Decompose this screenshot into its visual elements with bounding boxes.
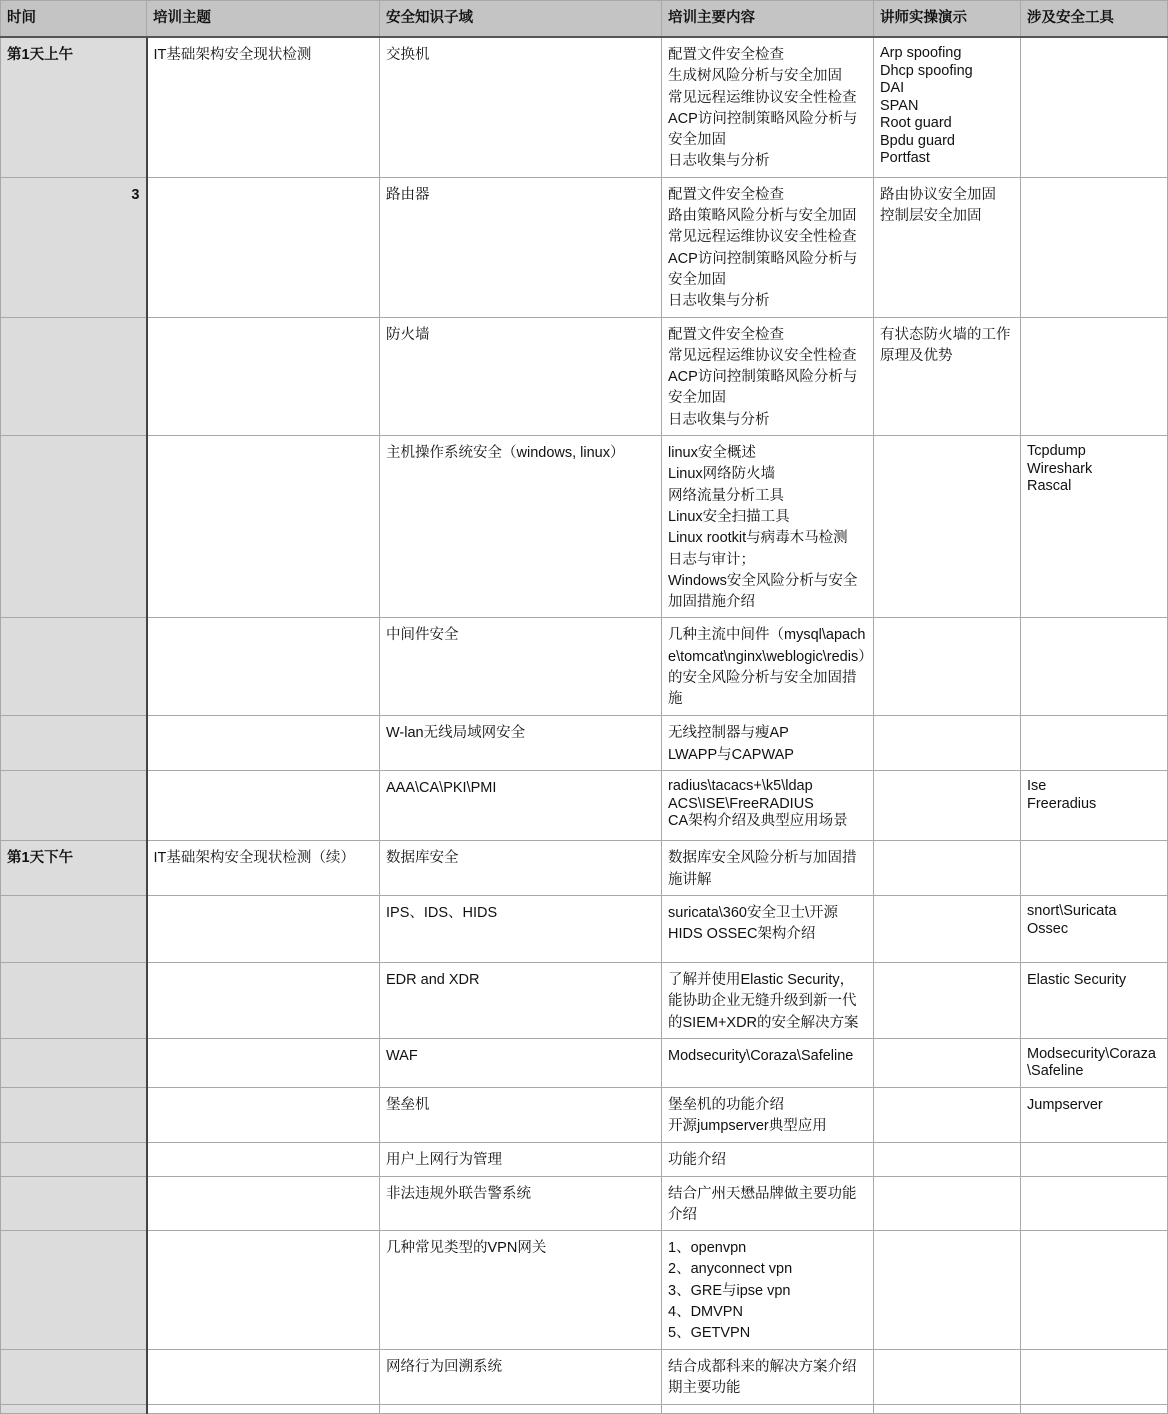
cell-content-line: 日志收集与分析 [668,293,770,310]
cell-demo[interactable] [874,841,1021,896]
table-row [1,963,1168,1039]
cell-time[interactable] [1,1038,147,1087]
cell-content[interactable] [662,771,874,841]
cell-demo[interactable] [874,1142,1021,1176]
cell-empty[interactable] [662,1404,874,1413]
cell-time[interactable] [1,1176,147,1231]
cell-domain[interactable]: IPS、IDS、HIDS [380,896,662,963]
cell-tools[interactable] [1021,317,1168,435]
cell-time[interactable] [1,771,147,841]
cell-content-line: 日志收集与分析 [668,411,770,428]
cell-time[interactable] [1,618,147,716]
cell-content[interactable] [662,177,874,317]
cell-content-line: 路由策略风险分析与安全加固 [668,208,857,225]
cell-topic[interactable] [147,1231,380,1350]
cell-content-line: radius\tacacs+\k5\ldap [668,778,813,795]
cell-topic[interactable]: IT基础架构安全现状检测 [147,37,380,177]
cell-content[interactable] [662,1176,874,1231]
cell-content-line: 配置文件安全检查 [668,186,784,203]
cell-domain[interactable]: EDR and XDR [380,963,662,1039]
cell-tools-line: snort\Suricata [1027,903,1117,920]
cell-content[interactable] [662,896,874,963]
cell-content-line: Windows安全风险分析与安全加固措施介绍 [668,572,858,611]
cell-content-line: 常见远程运维协议安全性检查 [668,347,857,364]
cell-tools-line: Modsecurity\Coraza\Safeline [1027,1045,1156,1080]
cell-content-line: 4、DMVPN [668,1303,743,1320]
cell-tools[interactable] [1021,1142,1168,1176]
cell-time[interactable] [1,436,147,618]
cell-content-line: 几种主流中间件（mysql\apache\tomcat\nginx\weblogic\redis）的安全风险分析与安全加固措施 [668,627,866,708]
table-row [1,177,1168,317]
cell-topic[interactable] [147,771,380,841]
table-row [1,1231,1168,1350]
cell-content[interactable] [662,618,874,716]
cell-tools[interactable] [1021,1176,1168,1231]
cell-tools[interactable] [1021,963,1168,1039]
cell-tools-line: Ossec [1027,920,1069,937]
cell-demo[interactable] [874,37,1021,177]
cell-content-line: 常见远程运维协议安全性检查 [668,89,857,106]
cell-domain[interactable]: 堡垒机 [380,1087,662,1142]
table-row [1,896,1168,963]
cell-domain[interactable]: 用户上网行为管理 [380,1142,662,1176]
header-row [1,1,1168,38]
cell-topic[interactable] [147,177,380,317]
cell-content[interactable] [662,37,874,177]
cell-domain[interactable]: 主机操作系统安全（windows, linux） [380,436,662,618]
cell-content[interactable] [662,1231,874,1350]
cell-content-line: 1、openvpn [668,1240,747,1257]
cell-domain[interactable]: AAA\CA\PKI\PMI [380,771,662,841]
cell-demo-line: SPAN [880,97,919,114]
cell-empty[interactable] [147,1404,380,1413]
cell-content-line: 功能介绍 [668,1151,726,1168]
cell-content-line: 配置文件安全检查 [668,47,784,63]
cell-tools-line: Freeradius [1027,795,1097,812]
cell-tools[interactable] [1021,1087,1168,1142]
cell-content-line: 结合成都科来的解决方案介绍期主要功能 [668,1359,857,1397]
cell-topic[interactable] [147,317,380,435]
cell-content[interactable] [662,317,874,435]
cell-demo-line: 有状态防火墙的工作原理及优势 [880,326,1011,364]
table-row [1,436,1168,618]
cell-demo[interactable] [874,963,1021,1039]
cell-demo[interactable] [874,317,1021,435]
cell-content-line: ACS\ISE\FreeRADIUS [668,795,814,812]
cell-time[interactable]: 第1天上午 [1,37,147,177]
cell-content-line: CA架构介绍及典型应用场景 [668,813,848,830]
cell-demo[interactable] [874,436,1021,618]
header-tools[interactable]: 涉及安全工具 [1021,1,1168,38]
cell-content-line: 堡垒机的功能介绍 [668,1096,784,1113]
cell-time[interactable] [1,716,147,771]
cell-content-line: 数据库安全风险分析与加固措施讲解 [668,850,857,888]
cell-tools-line: Ise [1027,778,1047,795]
cell-tools-line: Rascal [1027,478,1072,495]
cell-demo[interactable] [874,1087,1021,1142]
cell-demo[interactable] [874,896,1021,963]
cell-demo[interactable] [874,716,1021,771]
cell-tools-line: Tcpdump [1027,443,1086,460]
cell-content-line: ACP访问控制策略风险分析与安全加固 [668,369,858,407]
cell-topic[interactable] [147,1087,380,1142]
cell-content[interactable] [662,1038,874,1087]
cell-demo[interactable] [874,771,1021,841]
cell-content-line: 5、GETVPN [668,1325,751,1342]
cell-content-line: 2、anyconnect vpn [668,1261,793,1278]
cell-demo[interactable] [874,1350,1021,1405]
cell-tools[interactable] [1021,896,1168,963]
cell-tools[interactable] [1021,37,1168,177]
cell-demo[interactable] [874,177,1021,317]
cell-empty[interactable] [380,1404,662,1413]
cell-content-line: ACP访问控制策略风险分析与安全加固 [668,250,858,288]
cell-content-line: 常见远程运维协议安全性检查 [668,229,857,246]
cell-tools-line: Jumpserver [1027,1096,1103,1113]
cell-domain[interactable]: 路由器 [380,177,662,317]
cell-demo-line: 路由协议安全加固 [880,186,996,203]
cell-demo-line: DAI [880,80,905,96]
cell-empty[interactable] [1,1404,147,1413]
header-domain[interactable]: 安全知识子域 [380,1,662,38]
cell-tools[interactable] [1021,1350,1168,1405]
cell-topic[interactable]: IT基础架构安全现状检测（续） [147,841,380,896]
table-row [1,618,1168,716]
cell-topic[interactable] [147,618,380,716]
cell-content-line: 3、GRE与ipse vpn [668,1282,791,1299]
table-row [1,1142,1168,1176]
cell-topic[interactable] [147,1038,380,1087]
table-row [1,716,1168,771]
cell-content[interactable] [662,1142,874,1176]
cell-tools[interactable] [1021,1231,1168,1350]
cell-content-line: ACP访问控制策略风险分析与安全加固 [668,110,858,149]
cell-content-line: Linux网络防火墙 [668,466,776,483]
cell-time[interactable] [1,1142,147,1176]
cell-content-line: 结合广州天懋品牌做主要功能介绍 [668,1185,857,1223]
cell-content-line: 生成树风险分析与安全加固 [668,68,842,85]
cell-time[interactable] [1,896,147,963]
cell-topic[interactable] [147,896,380,963]
cell-content-line: 无线控制器与瘦AP [668,725,789,742]
cell-content-line: 网络流量分析工具 [668,487,784,504]
cell-empty[interactable] [1021,1404,1168,1413]
cell-time[interactable]: 3 [1,177,147,317]
cell-content-line: linux安全概述 [668,445,756,462]
cell-content-line: Linux安全扫描工具 [668,508,790,525]
cell-content[interactable] [662,1350,874,1405]
cell-domain[interactable]: 防火墙 [380,317,662,435]
cell-domain[interactable]: 网络行为回溯系统 [380,1350,662,1405]
table-row [1,1176,1168,1231]
header-demo[interactable]: 讲师实操演示 [874,1,1021,38]
cell-content-line: 了解并使用Elastic Security，能协助企业无缝升级到新一代的SIEM+XDR的安全解决方案 [668,972,859,1031]
header-topic[interactable]: 培训主题 [147,1,380,38]
cell-content-line: HIDS OSSEC架构介绍 [668,926,816,943]
cell-content[interactable] [662,841,874,896]
table-row [1,841,1168,896]
cell-content[interactable] [662,963,874,1039]
cell-domain[interactable]: 数据库安全 [380,841,662,896]
cell-tools[interactable] [1021,618,1168,716]
cell-domain[interactable]: W-lan无线局域网安全 [380,716,662,771]
cell-topic[interactable] [147,716,380,771]
cell-tools[interactable] [1021,841,1168,896]
cell-content-line: LWAPP与CAPWAP [668,746,794,763]
cell-topic[interactable] [147,1142,380,1176]
cell-content-line: Linux rootkit与病毒木马检测 [668,530,848,547]
cell-time[interactable] [1,1087,147,1142]
cell-content[interactable] [662,1087,874,1142]
cell-topic[interactable] [147,436,380,618]
cell-demo[interactable] [874,618,1021,716]
cell-topic[interactable] [147,963,380,1039]
cell-empty[interactable] [874,1404,1021,1413]
cell-topic[interactable] [147,1176,380,1231]
cell-demo[interactable] [874,1231,1021,1350]
cell-demo[interactable] [874,1038,1021,1087]
table-row [1,1350,1168,1405]
cell-content[interactable] [662,716,874,771]
header-content[interactable]: 培训主要内容 [662,1,874,38]
cell-content-line: suricata\360安全卫士\开源 [668,905,839,922]
table-row [1,317,1168,435]
cell-domain[interactable]: 中间件安全 [380,618,662,716]
table-row [1,1087,1168,1142]
cell-domain[interactable]: 几种常见类型的VPN网关 [380,1231,662,1350]
cell-time[interactable]: 第1天下午 [1,841,147,896]
cell-domain[interactable]: 非法违规外联告警系统 [380,1176,662,1231]
cell-tools-line: Wireshark [1027,460,1093,477]
header-time[interactable]: 时间 [1,1,147,38]
cell-domain[interactable]: 交换机 [380,37,662,177]
table-row [1,771,1168,841]
cell-demo-line: 控制层安全加固 [880,208,982,225]
cell-time[interactable] [1,1350,147,1405]
cell-demo-line: Root guard [880,115,952,131]
cell-content[interactable] [662,436,874,618]
cell-demo[interactable] [874,1176,1021,1231]
cell-tools-line: Elastic Security [1027,972,1127,989]
cell-tools[interactable] [1021,1038,1168,1087]
cell-demo-line: Bpdu guard [880,132,955,149]
cell-content-line: 配置文件安全检查 [668,326,784,343]
cell-time[interactable] [1,963,147,1039]
table-row [1,1404,1168,1413]
cell-content-line: 日志与审计； [668,551,755,568]
cell-demo-line: Portfast [880,150,930,166]
table-row [1,1038,1168,1087]
cell-time[interactable] [1,317,147,435]
cell-content-line: 日志收集与分析 [668,153,770,170]
cell-demo-line: Dhcp spoofing [880,62,973,79]
cell-content-line: Modsecurity\Coraza\Safeline [668,1047,854,1064]
cell-demo-line: Arp spoofing [880,45,962,61]
cell-time[interactable] [1,1231,147,1350]
cell-tools[interactable] [1021,716,1168,771]
table-row [1,37,1168,177]
cell-tools[interactable] [1021,771,1168,841]
cell-topic[interactable] [147,1350,380,1405]
cell-domain[interactable]: WAF [380,1038,662,1087]
cell-content-line: 开源jumpserver典型应用 [668,1118,827,1135]
cell-tools[interactable] [1021,436,1168,618]
cell-tools[interactable] [1021,177,1168,317]
